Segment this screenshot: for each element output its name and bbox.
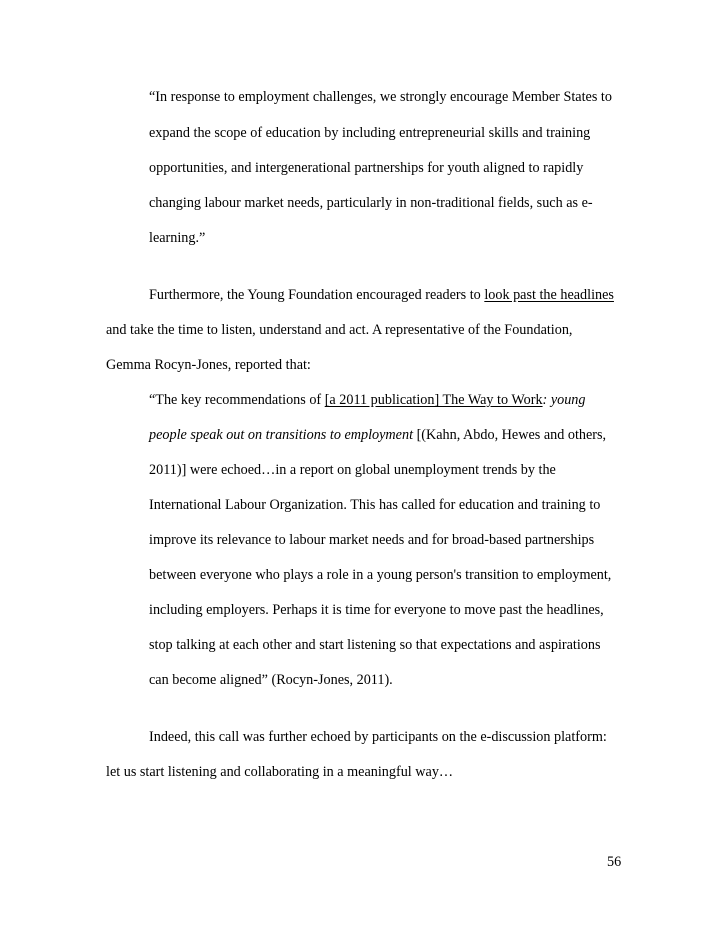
para2-line-2: and take the time to listen, understand and act. A representative of the Foundation, <box>106 322 573 338</box>
quote2-line-1-italic: : young <box>542 392 586 408</box>
page-number: 56 <box>607 854 622 870</box>
quote1-line-3: opportunities, and intergenerational partnerships for youth aligned to rapidly <box>149 160 584 176</box>
para3-line-2: let us start listening and collaborating in a meaningful way… <box>106 764 454 780</box>
quote1-line-1: “In response to employment challenges, we strongly encourage Member States to <box>149 89 612 105</box>
look-past-headlines-link[interactable]: look past the headlines <box>484 287 614 303</box>
quote1-line-2: expand the scope of education by including entrepreneurial skills and training <box>149 125 591 141</box>
quote2-line-2-italic: people speak out on transitions to employment <box>149 427 414 443</box>
quote2-line-2 <box>149 426 606 444</box>
quote2-line-1-text: “The key recommendations of <box>149 392 325 408</box>
quote2-line-7: including employers. Perhaps it is time for everyone to move past the headlines, <box>149 602 604 618</box>
para2-line-3: Gemma Rocyn-Jones, reported that: <box>106 357 311 373</box>
quote2-line-9: can become aligned” (Rocyn-Jones, 2011). <box>149 672 393 688</box>
para2-line-1 <box>149 286 614 304</box>
way-to-work-link[interactable]: [a 2011 publication] The Way to Work <box>324 392 543 408</box>
quote2-line-6: between everyone who plays a role in a young person's transition to employment, <box>149 567 612 583</box>
quote2-line-3: 2011)] were echoed…in a report on global unemployment trends by the <box>149 462 556 478</box>
quote2-line-8: stop talking at each other and start listening so that expectations and aspirations <box>149 637 601 653</box>
para3-line-1: Indeed, this call was further echoed by participants on the e-discussion platform: <box>149 729 607 745</box>
quote2-line-4: International Labour Organization. This has called for education and training to <box>149 497 601 513</box>
quote1-line-5: learning.” <box>149 230 206 246</box>
quote2-line-2-text: [(Kahn, Abdo, Hewes and others, <box>413 427 607 443</box>
quote1-line-4: changing labour market needs, particularly in non-traditional fields, such as e- <box>149 195 593 211</box>
quote2-line-5: improve its relevance to labour market needs and for broad-based partnerships <box>149 532 595 548</box>
quote2-line-1 <box>149 391 586 409</box>
para2-line-1-text: Furthermore, the Young Foundation encouraged readers to <box>149 287 485 303</box>
